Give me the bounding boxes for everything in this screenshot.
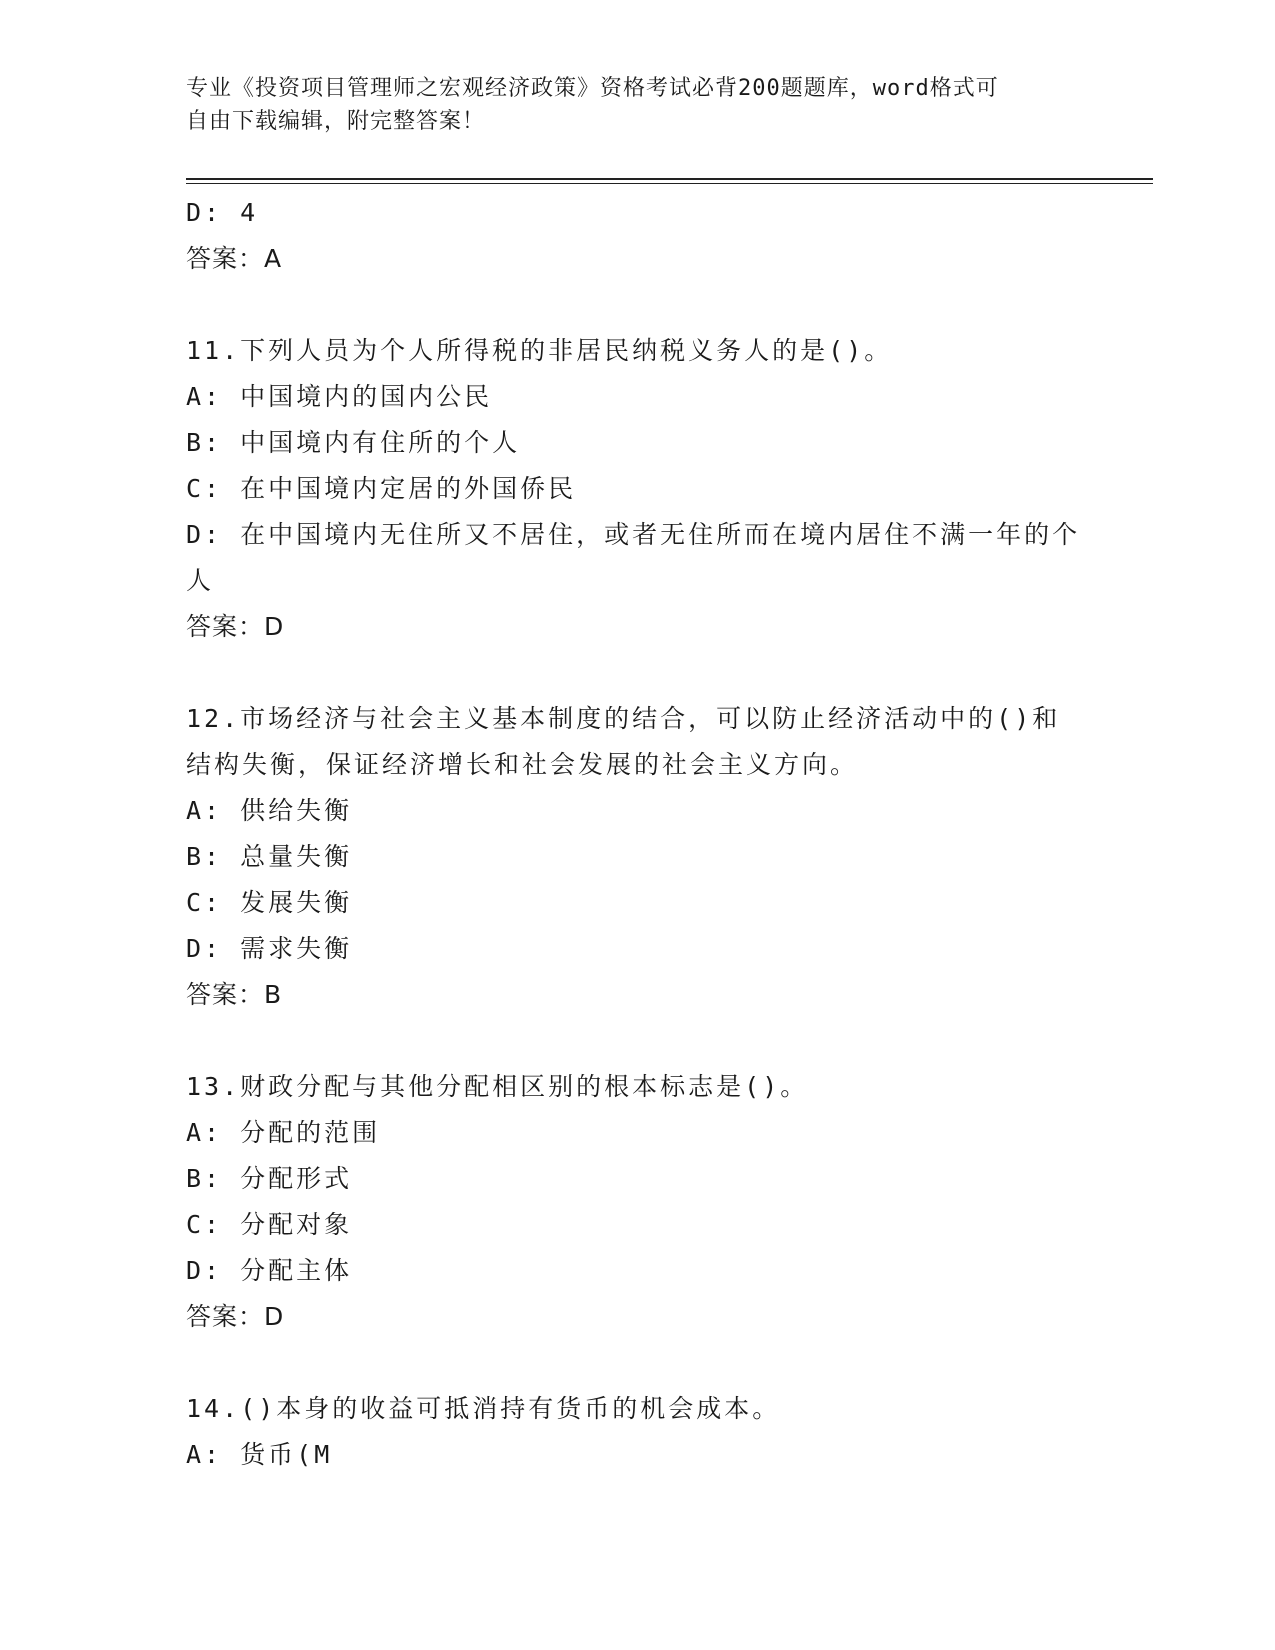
option-b: B: 总量失衡 [186, 842, 353, 871]
answer-line: 答案：D [186, 612, 285, 641]
answer-line: 答案：D [186, 1302, 285, 1331]
option-a: A: 中国境内的国内公民 [186, 382, 493, 411]
answer-line: 答案：B [186, 980, 283, 1009]
option-a: A: 分配的范围 [186, 1118, 381, 1147]
option-b: B: 分配形式 [186, 1164, 353, 1193]
header-divider-thin [186, 183, 1153, 184]
option-d: D: 在中国境内无住所又不居住，或者无住所而在境内居住不满一年的个人 [186, 520, 1081, 595]
header-divider-thick [186, 178, 1153, 180]
option-c: C: 发展失衡 [186, 888, 353, 917]
question-block-14 [186, 1386, 1086, 1478]
option-d: D: 需求失衡 [186, 934, 353, 963]
option-d: D: 4 [186, 198, 259, 227]
question-block-11 [186, 328, 1086, 650]
question-stem: 12.市场经济与社会主义基本制度的结合，可以防止经济活动中的()和结构失衡，保证经济增长和社会发展的社会主义方向。 [186, 704, 1061, 779]
header-title-line2: 自由下载编辑，附完整答案！ [186, 109, 486, 134]
question-stem: 13.财政分配与其他分配相区别的根本标志是()。 [186, 1072, 809, 1101]
option-a: A: 供给失衡 [186, 796, 353, 825]
header-title-line1: 专业《投资项目管理师之宏观经济政策》资格考试必背200题题库，word格式可 [186, 76, 999, 101]
question-stem: 11.下列人员为个人所得税的非居民纳税义务人的是()。 [186, 336, 893, 365]
question-block-12 [186, 696, 1086, 1018]
answer-line: 答案：A [186, 244, 283, 273]
question-list [186, 190, 1086, 1478]
question-block-13 [186, 1064, 1086, 1340]
option-d: D: 分配主体 [186, 1256, 353, 1285]
option-c: C: 在中国境内定居的外国侨民 [186, 474, 577, 503]
question-stem: 14.()本身的收益可抵消持有货币的机会成本。 [186, 1394, 781, 1423]
option-b: B: 中国境内有住所的个人 [186, 428, 521, 457]
option-a: A: 货币(M [186, 1440, 333, 1469]
page-header [186, 72, 1066, 138]
option-c: C: 分配对象 [186, 1210, 353, 1239]
